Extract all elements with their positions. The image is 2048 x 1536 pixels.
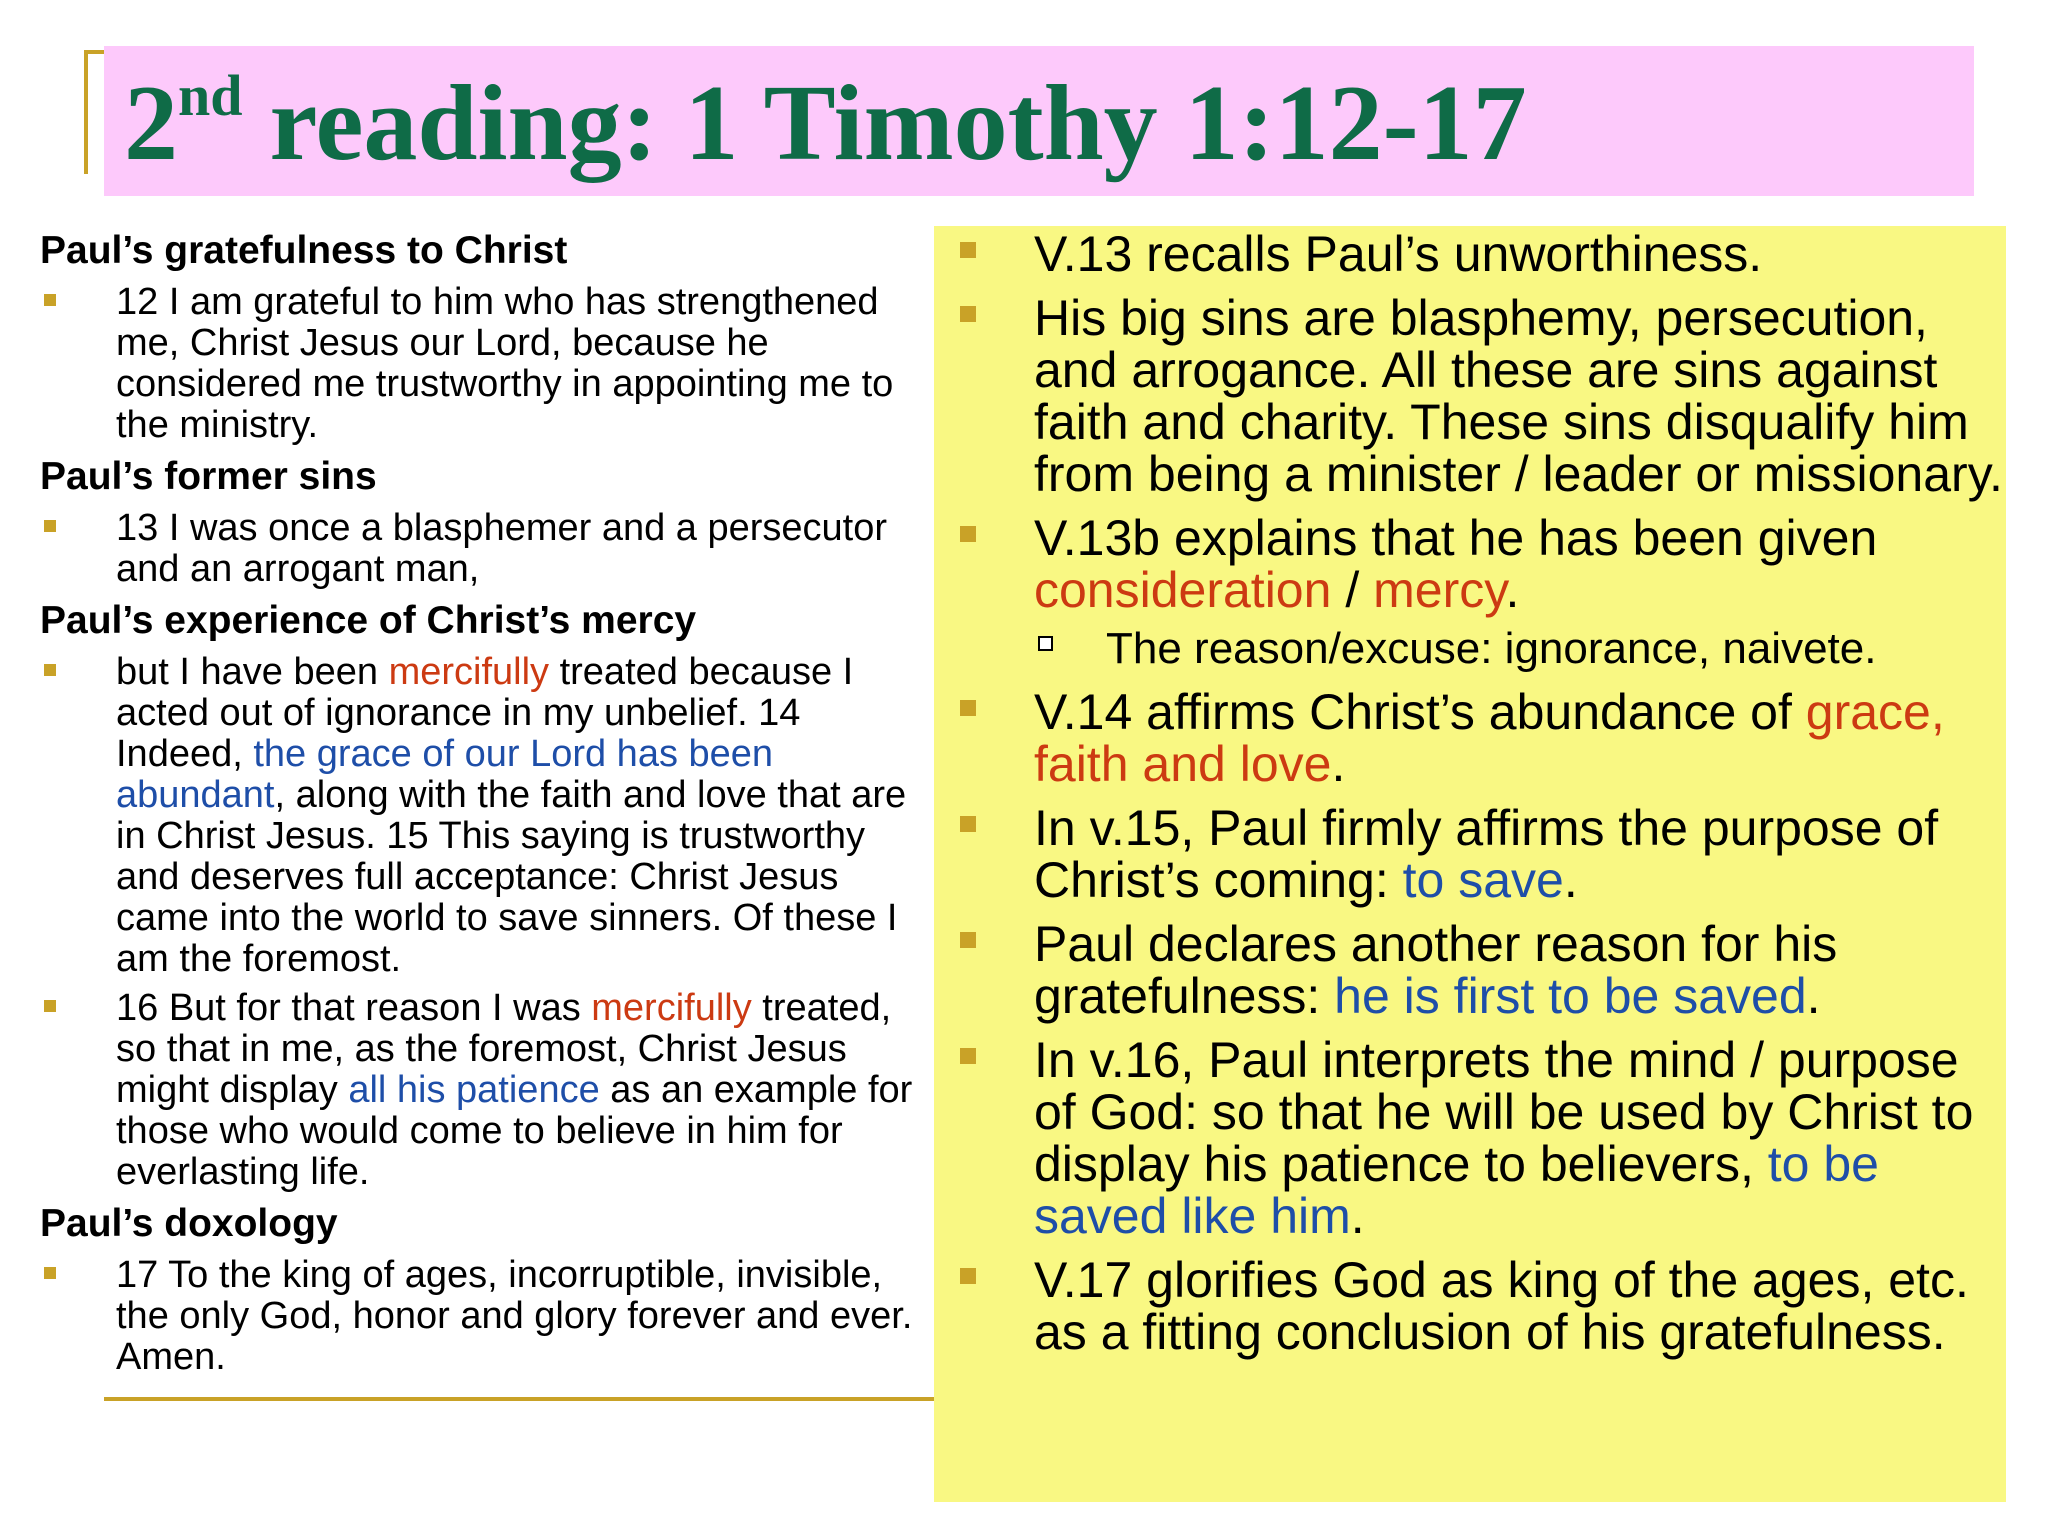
square-bullet-icon <box>960 816 976 832</box>
scripture-text-column <box>40 228 920 1386</box>
square-bullet-icon <box>960 1268 976 1284</box>
title-frame-line <box>84 50 88 174</box>
title-frame-tick <box>84 50 104 54</box>
commentary-item: In v.16, Paul interprets the mind / purpose of God: so that he will be used by Christ to display his patience to believers, to be saved like him. <box>934 1034 2006 1242</box>
square-bullet-icon <box>44 1267 56 1279</box>
square-bullet-icon <box>960 526 976 542</box>
verses-13b-15: but I have been mercifully treated because I acted out of ignorance in my unbelief. 14 Indeed, the grace of our Lord has been abundant, along with the faith and love that are in Christ Jesus. 15 This saying is trustworthy and deserves full acceptance: Christ Jesus came into the world to save sinners. Of these I am the foremost. <box>40 652 920 980</box>
highlight-mercifully: mercifully <box>388 651 550 693</box>
section-heading-doxology: Paul’s doxology <box>40 1202 338 1245</box>
section-heading-mercy: Paul’s experience of Christ’s mercy <box>40 599 697 642</box>
highlight-mercifully: mercifully <box>591 987 752 1029</box>
square-bullet-icon <box>960 700 976 716</box>
highlight-patience: all his patience <box>348 1069 600 1111</box>
verse-12: 12 I am grateful to him who has strengthened me, Christ Jesus our Lord, because he considered me trustworthy in appointing me to the ministry. <box>40 282 920 446</box>
square-bullet-icon <box>44 1000 56 1012</box>
square-bullet-icon <box>960 932 976 948</box>
commentary-item: V.14 affirms Christ’s abundance of grace, faith and love. <box>934 686 2006 790</box>
commentary-item: His big sins are blasphemy, persecution, and arrogance. All these are sins against faith and charity. These sins disqualify him from being a minister / leader or missionary. <box>934 292 2006 500</box>
square-bullet-icon <box>44 664 56 676</box>
hollow-square-bullet-icon <box>1038 636 1053 651</box>
commentary-item: Paul declares another reason for his gratefulness: he is first to be saved. <box>934 918 2006 1022</box>
commentary-item: In v.15, Paul firmly affirms the purpose of Christ’s coming: to save. <box>934 802 2006 906</box>
section-heading-gratefulness: Paul’s gratefulness to Christ <box>40 229 568 272</box>
section-heading-former-sins: Paul’s former sins <box>40 455 377 498</box>
commentary-item: V.17 glorifies God as king of the ages, etc. as a fitting conclusion of his gratefulness. <box>934 1254 2006 1358</box>
commentary-panel <box>934 226 2006 1502</box>
commentary-item: V.13 recalls Paul’s unworthiness. <box>934 228 2006 280</box>
commentary-subitem: The reason/excuse: ignorance, naivete. <box>934 624 2006 674</box>
square-bullet-icon <box>44 520 56 532</box>
slide-title: 2nd reading: 1 Timothy 1:12-17 <box>124 63 1527 183</box>
square-bullet-icon <box>44 294 56 306</box>
footer-rule <box>104 1397 934 1401</box>
verse-13: 13 I was once a blasphemer and a persecutor and an arrogant man, <box>40 508 920 590</box>
square-bullet-icon <box>960 306 976 322</box>
square-bullet-icon <box>960 1048 976 1064</box>
verse-17: 17 To the king of ages, incorruptible, invisible, the only God, honor and glory forever and ever. Amen. <box>40 1255 920 1378</box>
verse-16: 16 But for that reason I was mercifully treated, so that in me, as the foremost, Christ Jesus might display all his patience as an example for those who would come to believe in him for everlasting life. <box>40 988 920 1193</box>
commentary-item: V.13b explains that he has been given consideration / mercy. <box>934 512 2006 616</box>
highlight-grace: the grace of our Lord has been abundant <box>116 733 774 816</box>
square-bullet-icon <box>960 242 976 258</box>
